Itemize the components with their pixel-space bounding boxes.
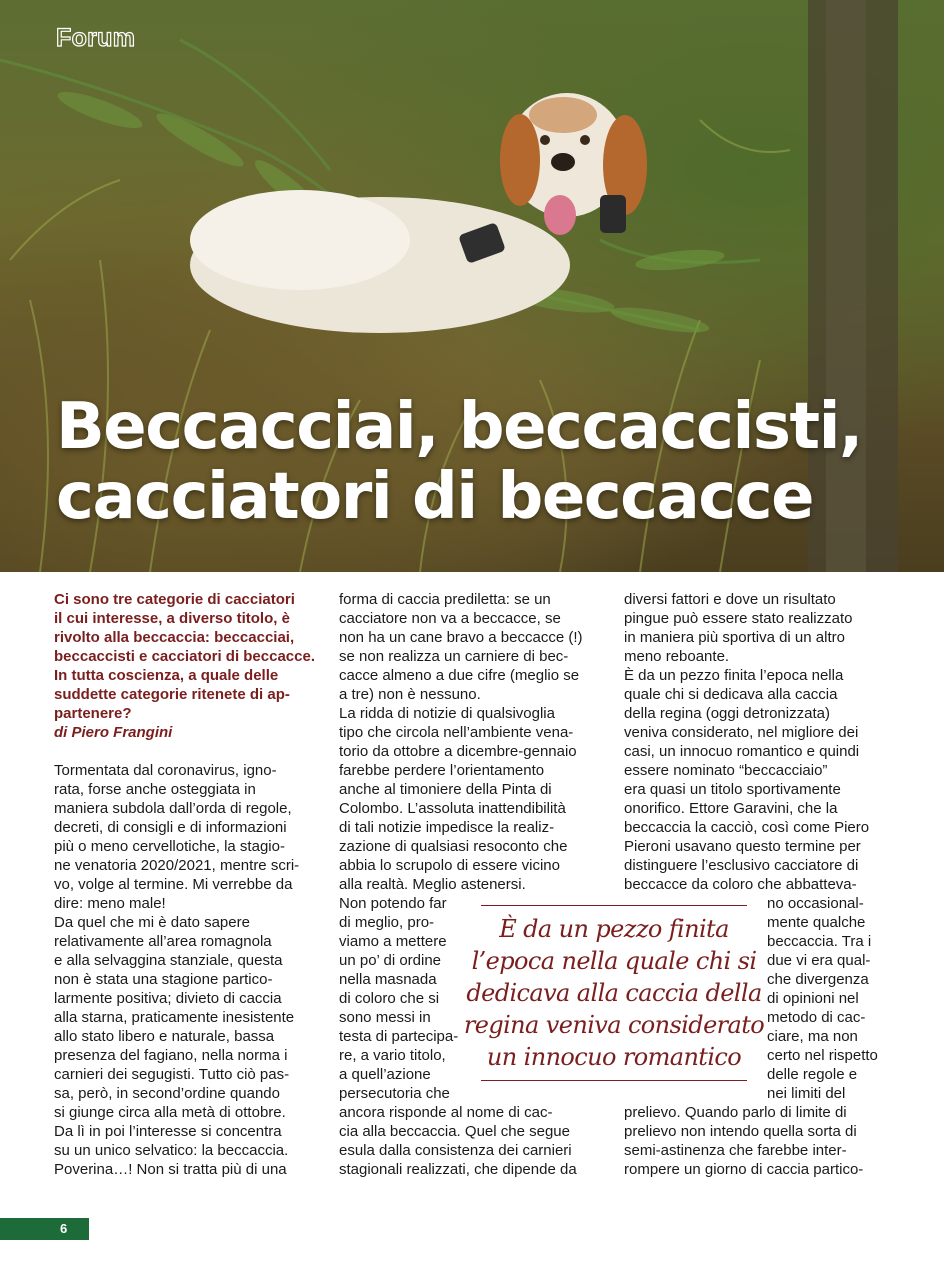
page-number: 6: [60, 1221, 68, 1236]
byline: di Piero Frangini: [54, 724, 173, 741]
pull-quote-text: È da un pezzo finita l’epoca nella quale chi si dedicava alla caccia della regina veniva considerato un innocuo romantico: [463, 915, 765, 1071]
text-column-1: [54, 590, 324, 1179]
lead-paragraph: Ci sono tre categorie di cacciatori il cui interesse, a diverso titolo, è rivolto alla beccaccia: beccacciai, beccaccisti e cacciatori di beccacce. In tutta coscienza, a quale delle suddette categorie ritenete di ap- partenere?: [54, 591, 315, 722]
body-text: forma di caccia prediletta: se un cacciatore non va a beccacce, se non ha un cane bravo a beccacce (!) se non realizza un carniere di bec- cacce almeno a due cifre (meglio se a tre) non è nessuno. La ridda di notizie di qualsivoglia tipo che circola nell’ambiente vena- torio da ottobre a dicembre-gennaio farebbe perdere l’orientamento anche al timoniere della Pinta di Colombo. L’assoluta inattendibilità di tali notizie impedisce la realiz- zazione di qualsiasi resoconto che abbia lo scrupolo di essere vicino alla realtà. Meglio astenersi. Non potendo far di meglio, pro- viamo a mettere un po’ di ordine nella masnada di coloro che si sono messi in testa di partecipa- re, a vario titolo, a quell’azione persecutoria che ancora risponde al nome di cac- cia alla beccaccia. Quel che segue esula dalla consistenza dei carnieri stagionali realizzati, che dipende da: [339, 591, 583, 1178]
page-number-tab: [0, 1218, 89, 1240]
body-text: Tormentata dal coronavirus, igno- rata, forse anche osteggiata in maniera subdola dall’orda di regole, decreti, di consigli e di informazioni più o meno cervellotiche, la stagio- ne venatoria 2020/2021, mentre scri- vo, volge al termine. Mi verrebbe da dire: meno male! Da quel che mi è dato sapere relativamente all’area romagnola e alla selvaggina stanziale, questa non è stata una stagione partico- larmente positiva; divieto di caccia alla starna, praticamente inesistente allo stato libero e naturale, bassa presenza del fagiano, nella norma i carnieri dei segugisti. Tutto ciò pas- sa, però, in second’ordine quando si giunge circa alla metà di ottobre. Da lì in poi l’interesse si concentra su un unico selvatico: la beccaccia. Poverina…! Non si tratta più di una: [54, 762, 300, 1178]
section-label: Forum: [56, 24, 136, 52]
hero-photo: [0, 0, 944, 572]
body-text: diversi fattori e dove un risultato pingue può essere stato realizzato in maniera più sportiva di un altro meno reboante. È da un pezzo finita l’epoca nella quale chi si dedicava alla caccia della regina (oggi detronizzata) veniva considerato, nel migliore dei casi, un innocuo romantico e quindi essere nominato “beccacciaio” era quasi un titolo sportivamente onorifico. Ettore Garavini, che la beccaccia la cacciò, così come Piero Pieroni usavano questo termine per distinguere l’esclusivo cacciatore di beccacce da coloro che abbatteva- no occasional- mente qualche beccaccia. Tra i due vi era qual- che divergenza di opinioni nel metodo di cac- ciare, ma non certo nel rispetto delle regole e nei limiti del prelievo. Quando parlo di limite di prelievo non intendo quella sorta di semi-astinenza che farebbe inter- rompere un giorno di caccia partico-: [624, 591, 878, 1178]
text-column-3: [624, 590, 894, 1179]
headline-line: Beccacciai, beccaccisti,: [56, 390, 862, 464]
pull-quote: [463, 905, 765, 1081]
headline-line: cacciatori di beccacce: [56, 460, 814, 534]
text-column-2: [339, 590, 609, 1179]
article-headline: [56, 392, 916, 532]
